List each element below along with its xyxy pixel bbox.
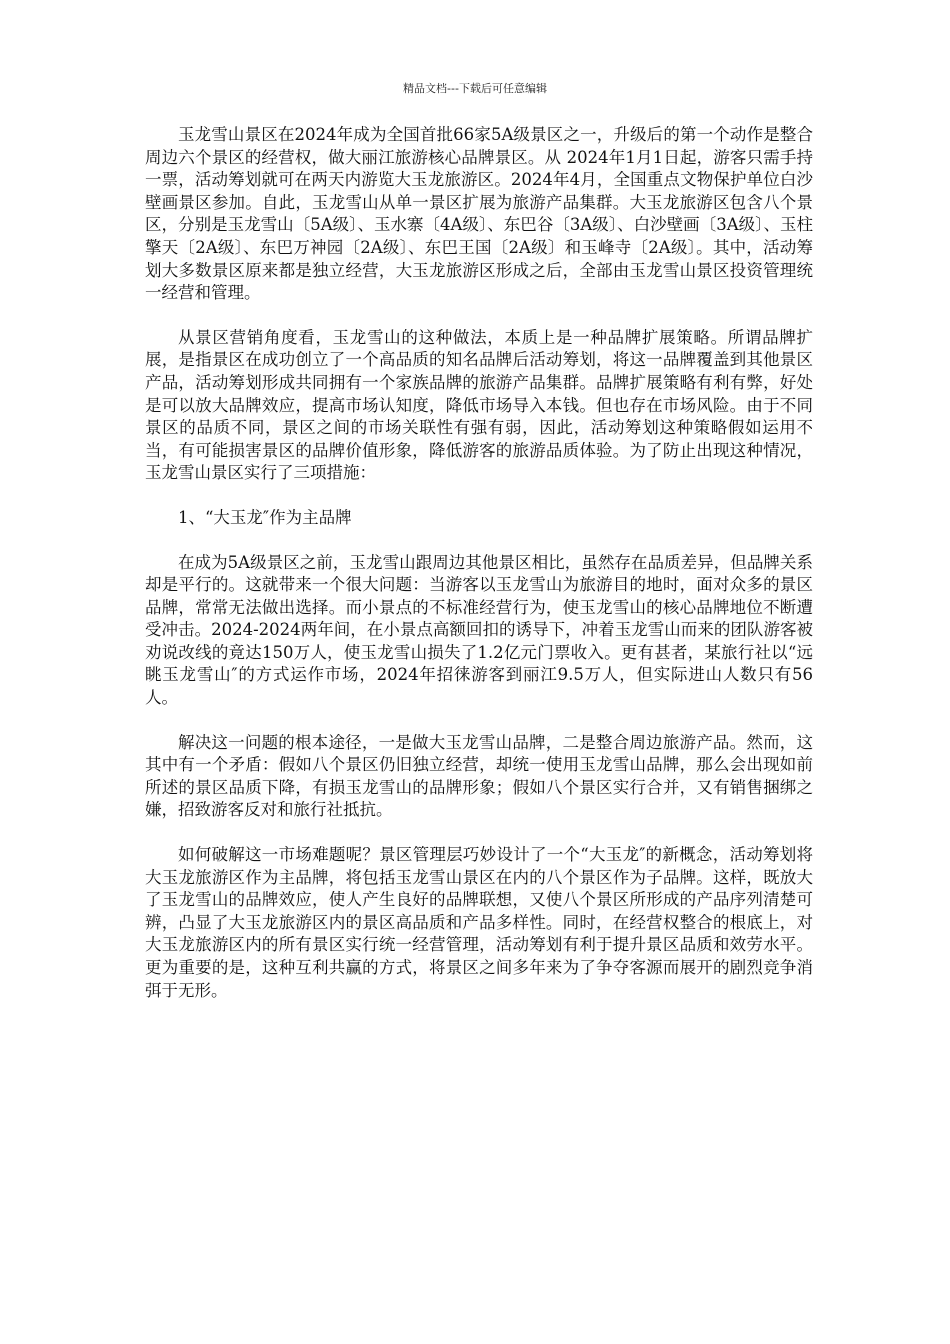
paragraph-brand-strategy: 从景区营销角度看，玉龙雪山的这种做法，本质上是一种品牌扩展策略。所谓品牌扩展，是指景区在成功创立了一个高品质的知名品牌后活动筹划，将这一品牌覆盖到其他景区产品，活动筹划形成共同拥有一个家族品牌的旅游产品集群。品牌扩展策略有利有弊，好处是可以放大品牌效应，提高市场认知度，降低市场导入本钱。但也存在市场风险。由于不同景区的品质不同，景区之间的市场关联性有强有弱，因此，活动筹划这种策略假如运用不当，有可能损害景区的品牌价值形象，降低游客的旅游品质体验。为了防止出现这种情况，玉龙雪山景区实行了三项措施： (145, 327, 813, 483)
paragraph-problem: 在成为5A级景区之前，玉龙雪山跟周边其他景区相比，虽然存在品质差异，但品牌关系却是平行的。这就带来一个很大问题：当游客以玉龙雪山为旅游目的地时，面对众多的景区品牌，常常无法做出选择。而小景点的不标准经营行为，使玉龙雪山的核心品牌地位不断遭受冲击。2024-2024两年间，在小景点高额回扣的诱导下，冲着玉龙雪山而来的团队游客被劝说改线的竟达150万人，使玉龙雪山损失了1.2亿元门票收入。更有甚者，某旅行社以“远眺玉龙雪山″的方式运作市场，2024年招徕游客到丽江9.5万人，但实际进山人数只有56人。 (145, 552, 813, 708)
paragraph-big-yulong-concept: 如何破解这一市场难题呢？景区管理层巧妙设计了一个“大玉龙″的新概念，活动筹划将大玉龙旅游区作为主品牌，将包括玉龙雪山景区在内的八个景区作为子品牌。这样，既放大了玉龙雪山的品牌效应，使人产生良好的品牌联想，又使八个景区所形成的产品序列清楚可辨，凸显了大玉龙旅游区内的景区高品质和产品多样性。同时，在经营权整合的根底上，对大玉龙旅游区内的所有景区实行统一经营管理，活动筹划有利于提升景区品质和效劳水平。更为重要的是，这种互利共赢的方式，将景区之间多年来为了争夺客源而展开的剧烈竞争消弭于无形。 (145, 845, 813, 1000)
section-heading-1: 1、“大玉龙″作为主品牌 (178, 507, 352, 527)
document-body (145, 124, 813, 1002)
paragraph-intro: 玉龙雪山景区在2024年成为全国首批66家5A级景区之一，升级后的第一个动作是整合周边六个景区的经营权，做大丽江旅游核心品牌景区。从 2024年1月1日起，游客只需手持一票，活动筹划就可在两天内游览大玉龙旅游区。2024年4月，全国重点文物保护单位白沙壁画景区参加。自此，玉龙雪山从单一景区扩展为旅游产品集群。大玉龙旅游区包含八个景区，分别是玉龙雪山〔5A级〕、玉水寨〔4A级〕、东巴谷〔3A级〕、白沙壁画〔3A级〕、玉柱擎天〔2A级〕、东巴万神园〔2A级〕、东巴王国〔2A级〕和玉峰寺〔2A级〕。其中，活动筹划大多数景区原来都是独立经营，大玉龙旅游区形成之后，全部由玉龙雪山景区投资管理统一经营和管理。 (145, 125, 813, 303)
page-header: 精品文档---下载后可任意编辑 (403, 82, 547, 95)
paragraph-solution-path: 解决这一问题的根本途径，一是做大玉龙雪山品牌，二是整合周边旅游产品。然而，这其中有一个矛盾：假如八个景区仍旧独立经营，却统一使用玉龙雪山品牌，那么会出现如前所述的景区品质下降，有损玉龙雪山的品牌形象；假如八个景区实行合并，又有销售捆绑之嫌，招致游客反对和旅行社抵抗。 (145, 732, 813, 820)
